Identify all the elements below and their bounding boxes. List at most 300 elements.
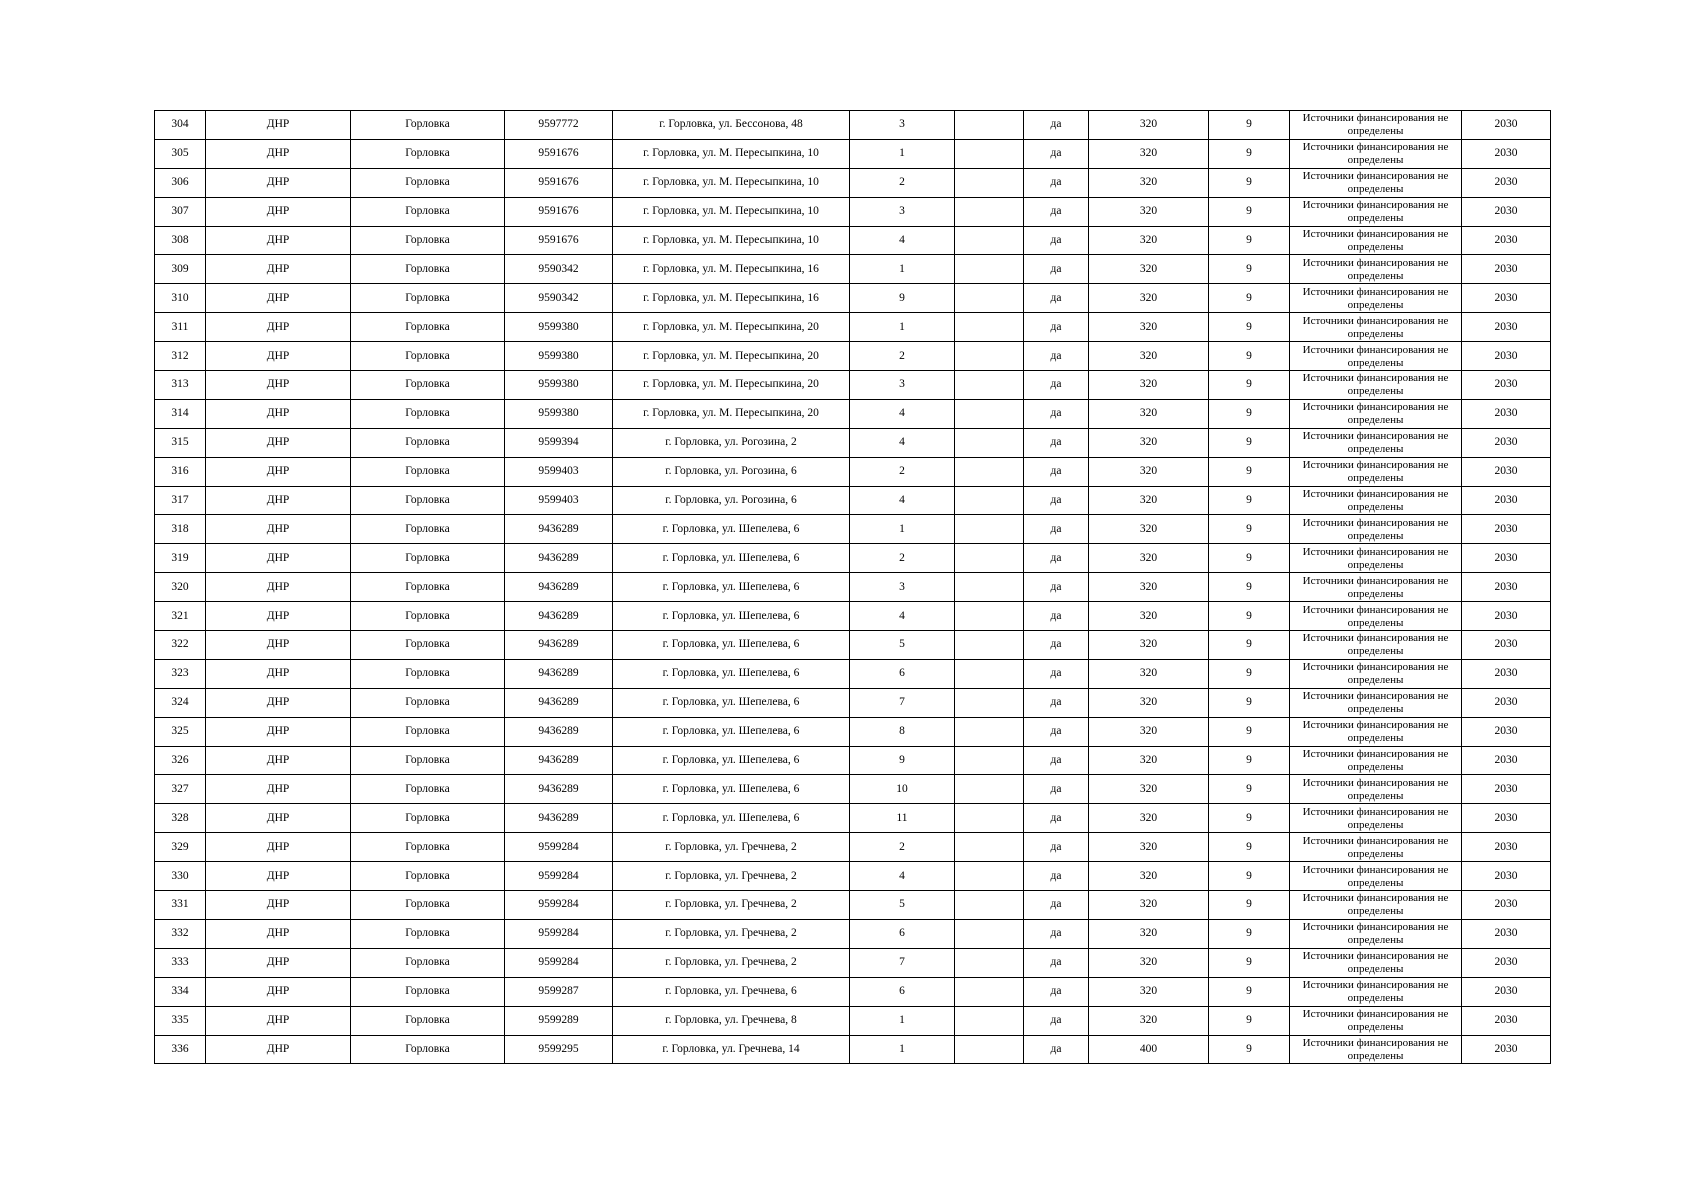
table-row bbox=[155, 602, 1551, 631]
cell-city: Горловка bbox=[351, 1035, 505, 1064]
cell-region: ДНР bbox=[206, 746, 351, 775]
table-row bbox=[155, 659, 1551, 688]
cell-object-code: 9597772 bbox=[505, 111, 613, 140]
cell-region: ДНР bbox=[206, 544, 351, 573]
cell-value: 320 bbox=[1089, 486, 1209, 515]
cell-entrance-number: 5 bbox=[850, 631, 955, 660]
cell-financing-source: Источники финансирования не определены bbox=[1290, 139, 1462, 168]
cell-empty-cell bbox=[955, 1035, 1024, 1064]
cell-object-code: 9599380 bbox=[505, 399, 613, 428]
cell-value: 320 bbox=[1089, 457, 1209, 486]
cell-city: Горловка bbox=[351, 168, 505, 197]
cell-empty-cell bbox=[955, 139, 1024, 168]
cell-row-number: 317 bbox=[155, 486, 206, 515]
cell-object-code: 9590342 bbox=[505, 284, 613, 313]
cell-city: Горловка bbox=[351, 631, 505, 660]
cell-object-code: 9599380 bbox=[505, 342, 613, 371]
cell-region: ДНР bbox=[206, 804, 351, 833]
cell-floors: 9 bbox=[1209, 313, 1290, 342]
table-row bbox=[155, 428, 1551, 457]
cell-value: 320 bbox=[1089, 833, 1209, 862]
cell-address: г. Горловка, ул. Гречнева, 14 bbox=[613, 1035, 850, 1064]
cell-financing-source: Источники финансирования не определены bbox=[1290, 919, 1462, 948]
cell-row-number: 327 bbox=[155, 775, 206, 804]
table-row bbox=[155, 631, 1551, 660]
cell-row-number: 328 bbox=[155, 804, 206, 833]
cell-entrance-number: 2 bbox=[850, 457, 955, 486]
cell-floors: 9 bbox=[1209, 862, 1290, 891]
cell-object-code: 9599289 bbox=[505, 1006, 613, 1035]
cell-object-code: 9436289 bbox=[505, 717, 613, 746]
cell-year: 2030 bbox=[1462, 948, 1551, 977]
cell-floors: 9 bbox=[1209, 775, 1290, 804]
cell-flag: да bbox=[1024, 775, 1089, 804]
cell-address: г. Горловка, ул. Бессонова, 48 bbox=[613, 111, 850, 140]
cell-floors: 9 bbox=[1209, 717, 1290, 746]
cell-financing-source: Источники финансирования не определены bbox=[1290, 631, 1462, 660]
cell-object-code: 9436289 bbox=[505, 775, 613, 804]
cell-city: Горловка bbox=[351, 342, 505, 371]
cell-city: Горловка bbox=[351, 226, 505, 255]
cell-address: г. Горловка, ул. Шепелева, 6 bbox=[613, 573, 850, 602]
cell-address: г. Горловка, ул. М. Пересыпкина, 16 bbox=[613, 284, 850, 313]
cell-floors: 9 bbox=[1209, 573, 1290, 602]
cell-city: Горловка bbox=[351, 948, 505, 977]
cell-value: 320 bbox=[1089, 688, 1209, 717]
cell-flag: да bbox=[1024, 168, 1089, 197]
cell-region: ДНР bbox=[206, 659, 351, 688]
cell-city: Горловка bbox=[351, 486, 505, 515]
cell-city: Горловка bbox=[351, 919, 505, 948]
cell-financing-source: Источники финансирования не определены bbox=[1290, 1006, 1462, 1035]
table-body bbox=[155, 111, 1551, 1064]
cell-empty-cell bbox=[955, 948, 1024, 977]
cell-value: 320 bbox=[1089, 804, 1209, 833]
cell-flag: да bbox=[1024, 977, 1089, 1006]
cell-year: 2030 bbox=[1462, 197, 1551, 226]
cell-floors: 9 bbox=[1209, 371, 1290, 400]
cell-address: г. Горловка, ул. Гречнева, 2 bbox=[613, 891, 850, 920]
cell-region: ДНР bbox=[206, 284, 351, 313]
cell-city: Горловка bbox=[351, 1006, 505, 1035]
cell-entrance-number: 10 bbox=[850, 775, 955, 804]
cell-entrance-number: 5 bbox=[850, 891, 955, 920]
cell-flag: да bbox=[1024, 948, 1089, 977]
cell-entrance-number: 2 bbox=[850, 342, 955, 371]
cell-entrance-number: 9 bbox=[850, 746, 955, 775]
cell-row-number: 331 bbox=[155, 891, 206, 920]
cell-city: Горловка bbox=[351, 544, 505, 573]
cell-row-number: 304 bbox=[155, 111, 206, 140]
cell-year: 2030 bbox=[1462, 833, 1551, 862]
cell-year: 2030 bbox=[1462, 573, 1551, 602]
cell-entrance-number: 3 bbox=[850, 197, 955, 226]
cell-value: 320 bbox=[1089, 515, 1209, 544]
cell-financing-source: Источники финансирования не определены bbox=[1290, 226, 1462, 255]
cell-year: 2030 bbox=[1462, 891, 1551, 920]
cell-entrance-number: 1 bbox=[850, 255, 955, 284]
cell-city: Горловка bbox=[351, 197, 505, 226]
cell-row-number: 305 bbox=[155, 139, 206, 168]
cell-address: г. Горловка, ул. Шепелева, 6 bbox=[613, 602, 850, 631]
cell-value: 320 bbox=[1089, 168, 1209, 197]
cell-value: 320 bbox=[1089, 399, 1209, 428]
cell-city: Горловка bbox=[351, 602, 505, 631]
cell-floors: 9 bbox=[1209, 486, 1290, 515]
cell-year: 2030 bbox=[1462, 977, 1551, 1006]
cell-object-code: 9591676 bbox=[505, 197, 613, 226]
cell-year: 2030 bbox=[1462, 111, 1551, 140]
cell-value: 320 bbox=[1089, 573, 1209, 602]
cell-year: 2030 bbox=[1462, 717, 1551, 746]
cell-year: 2030 bbox=[1462, 313, 1551, 342]
cell-financing-source: Источники финансирования не определены bbox=[1290, 746, 1462, 775]
cell-address: г. Горловка, ул. М. Пересыпкина, 16 bbox=[613, 255, 850, 284]
cell-object-code: 9436289 bbox=[505, 688, 613, 717]
cell-floors: 9 bbox=[1209, 226, 1290, 255]
cell-entrance-number: 3 bbox=[850, 111, 955, 140]
cell-value: 320 bbox=[1089, 948, 1209, 977]
cell-flag: да bbox=[1024, 919, 1089, 948]
cell-value: 320 bbox=[1089, 544, 1209, 573]
cell-floors: 9 bbox=[1209, 977, 1290, 1006]
cell-city: Горловка bbox=[351, 371, 505, 400]
cell-flag: да bbox=[1024, 342, 1089, 371]
table-row bbox=[155, 919, 1551, 948]
cell-flag: да bbox=[1024, 1006, 1089, 1035]
cell-region: ДНР bbox=[206, 197, 351, 226]
cell-address: г. Горловка, ул. М. Пересыпкина, 10 bbox=[613, 197, 850, 226]
cell-value: 320 bbox=[1089, 919, 1209, 948]
cell-floors: 9 bbox=[1209, 688, 1290, 717]
cell-year: 2030 bbox=[1462, 486, 1551, 515]
cell-entrance-number: 2 bbox=[850, 833, 955, 862]
cell-city: Горловка bbox=[351, 746, 505, 775]
cell-address: г. Горловка, ул. Рогозина, 2 bbox=[613, 428, 850, 457]
cell-address: г. Горловка, ул. Рогозина, 6 bbox=[613, 486, 850, 515]
cell-object-code: 9599403 bbox=[505, 486, 613, 515]
cell-row-number: 323 bbox=[155, 659, 206, 688]
table-row bbox=[155, 515, 1551, 544]
cell-floors: 9 bbox=[1209, 804, 1290, 833]
cell-financing-source: Источники финансирования не определены bbox=[1290, 428, 1462, 457]
cell-financing-source: Источники финансирования не определены bbox=[1290, 457, 1462, 486]
cell-financing-source: Источники финансирования не определены bbox=[1290, 399, 1462, 428]
cell-address: г. Горловка, ул. М. Пересыпкина, 10 bbox=[613, 226, 850, 255]
cell-object-code: 9599394 bbox=[505, 428, 613, 457]
cell-flag: да bbox=[1024, 515, 1089, 544]
table-row bbox=[155, 948, 1551, 977]
cell-region: ДНР bbox=[206, 342, 351, 371]
cell-value: 320 bbox=[1089, 775, 1209, 804]
cell-object-code: 9436289 bbox=[505, 746, 613, 775]
table-row bbox=[155, 544, 1551, 573]
cell-row-number: 318 bbox=[155, 515, 206, 544]
cell-address: г. Горловка, ул. М. Пересыпкина, 10 bbox=[613, 139, 850, 168]
cell-floors: 9 bbox=[1209, 1006, 1290, 1035]
cell-address: г. Горловка, ул. Шепелева, 6 bbox=[613, 688, 850, 717]
cell-financing-source: Источники финансирования не определены bbox=[1290, 284, 1462, 313]
cell-object-code: 9436289 bbox=[505, 573, 613, 602]
cell-entrance-number: 4 bbox=[850, 428, 955, 457]
cell-city: Горловка bbox=[351, 833, 505, 862]
cell-floors: 9 bbox=[1209, 255, 1290, 284]
cell-financing-source: Источники финансирования не определены bbox=[1290, 659, 1462, 688]
table-row bbox=[155, 486, 1551, 515]
cell-value: 320 bbox=[1089, 717, 1209, 746]
cell-empty-cell bbox=[955, 602, 1024, 631]
cell-year: 2030 bbox=[1462, 515, 1551, 544]
cell-year: 2030 bbox=[1462, 226, 1551, 255]
cell-value: 320 bbox=[1089, 139, 1209, 168]
cell-empty-cell bbox=[955, 226, 1024, 255]
cell-region: ДНР bbox=[206, 833, 351, 862]
cell-row-number: 329 bbox=[155, 833, 206, 862]
cell-empty-cell bbox=[955, 1006, 1024, 1035]
cell-value: 320 bbox=[1089, 1006, 1209, 1035]
cell-row-number: 314 bbox=[155, 399, 206, 428]
cell-empty-cell bbox=[955, 313, 1024, 342]
cell-row-number: 324 bbox=[155, 688, 206, 717]
cell-city: Горловка bbox=[351, 659, 505, 688]
table-row bbox=[155, 717, 1551, 746]
cell-object-code: 9599284 bbox=[505, 862, 613, 891]
cell-region: ДНР bbox=[206, 139, 351, 168]
cell-empty-cell bbox=[955, 659, 1024, 688]
cell-city: Горловка bbox=[351, 284, 505, 313]
cell-floors: 9 bbox=[1209, 891, 1290, 920]
cell-flag: да bbox=[1024, 631, 1089, 660]
cell-row-number: 307 bbox=[155, 197, 206, 226]
cell-flag: да bbox=[1024, 486, 1089, 515]
cell-value: 320 bbox=[1089, 371, 1209, 400]
cell-city: Горловка bbox=[351, 111, 505, 140]
cell-empty-cell bbox=[955, 804, 1024, 833]
cell-object-code: 9436289 bbox=[505, 515, 613, 544]
cell-object-code: 9599295 bbox=[505, 1035, 613, 1064]
cell-object-code: 9599284 bbox=[505, 948, 613, 977]
cell-value: 320 bbox=[1089, 255, 1209, 284]
cell-empty-cell bbox=[955, 977, 1024, 1006]
cell-value: 320 bbox=[1089, 284, 1209, 313]
cell-financing-source: Источники финансирования не определены bbox=[1290, 573, 1462, 602]
cell-entrance-number: 4 bbox=[850, 399, 955, 428]
cell-row-number: 335 bbox=[155, 1006, 206, 1035]
cell-financing-source: Источники финансирования не определены bbox=[1290, 1035, 1462, 1064]
table-row bbox=[155, 371, 1551, 400]
cell-financing-source: Источники финансирования не определены bbox=[1290, 688, 1462, 717]
cell-floors: 9 bbox=[1209, 544, 1290, 573]
cell-object-code: 9599403 bbox=[505, 457, 613, 486]
cell-financing-source: Источники финансирования не определены bbox=[1290, 255, 1462, 284]
cell-year: 2030 bbox=[1462, 544, 1551, 573]
cell-region: ДНР bbox=[206, 255, 351, 284]
cell-empty-cell bbox=[955, 457, 1024, 486]
cell-empty-cell bbox=[955, 833, 1024, 862]
cell-year: 2030 bbox=[1462, 168, 1551, 197]
cell-city: Горловка bbox=[351, 313, 505, 342]
cell-flag: да bbox=[1024, 804, 1089, 833]
cell-row-number: 308 bbox=[155, 226, 206, 255]
cell-empty-cell bbox=[955, 746, 1024, 775]
cell-flag: да bbox=[1024, 313, 1089, 342]
cell-object-code: 9599284 bbox=[505, 833, 613, 862]
table-row bbox=[155, 804, 1551, 833]
cell-region: ДНР bbox=[206, 891, 351, 920]
cell-floors: 9 bbox=[1209, 139, 1290, 168]
cell-value: 320 bbox=[1089, 891, 1209, 920]
cell-financing-source: Источники финансирования не определены bbox=[1290, 371, 1462, 400]
cell-row-number: 309 bbox=[155, 255, 206, 284]
cell-empty-cell bbox=[955, 284, 1024, 313]
table-row bbox=[155, 226, 1551, 255]
table-row bbox=[155, 342, 1551, 371]
cell-financing-source: Источники финансирования не определены bbox=[1290, 775, 1462, 804]
cell-row-number: 333 bbox=[155, 948, 206, 977]
cell-floors: 9 bbox=[1209, 428, 1290, 457]
cell-value: 400 bbox=[1089, 1035, 1209, 1064]
cell-region: ДНР bbox=[206, 775, 351, 804]
cell-financing-source: Источники финансирования не определены bbox=[1290, 862, 1462, 891]
cell-object-code: 9591676 bbox=[505, 168, 613, 197]
cell-address: г. Горловка, ул. М. Пересыпкина, 20 bbox=[613, 399, 850, 428]
cell-entrance-number: 1 bbox=[850, 515, 955, 544]
cell-empty-cell bbox=[955, 168, 1024, 197]
cell-flag: да bbox=[1024, 457, 1089, 486]
cell-row-number: 315 bbox=[155, 428, 206, 457]
cell-empty-cell bbox=[955, 255, 1024, 284]
cell-financing-source: Источники финансирования не определены bbox=[1290, 313, 1462, 342]
cell-row-number: 311 bbox=[155, 313, 206, 342]
cell-financing-source: Источники финансирования не определены bbox=[1290, 515, 1462, 544]
cell-year: 2030 bbox=[1462, 602, 1551, 631]
cell-year: 2030 bbox=[1462, 139, 1551, 168]
cell-value: 320 bbox=[1089, 602, 1209, 631]
cell-year: 2030 bbox=[1462, 659, 1551, 688]
cell-city: Горловка bbox=[351, 688, 505, 717]
cell-floors: 9 bbox=[1209, 833, 1290, 862]
cell-empty-cell bbox=[955, 688, 1024, 717]
cell-floors: 9 bbox=[1209, 919, 1290, 948]
cell-address: г. Горловка, ул. М. Пересыпкина, 10 bbox=[613, 168, 850, 197]
table-row bbox=[155, 111, 1551, 140]
cell-year: 2030 bbox=[1462, 399, 1551, 428]
cell-flag: да bbox=[1024, 833, 1089, 862]
cell-city: Горловка bbox=[351, 717, 505, 746]
cell-region: ДНР bbox=[206, 1006, 351, 1035]
cell-empty-cell bbox=[955, 573, 1024, 602]
cell-city: Горловка bbox=[351, 428, 505, 457]
cell-address: г. Горловка, ул. Шепелева, 6 bbox=[613, 515, 850, 544]
cell-flag: да bbox=[1024, 111, 1089, 140]
cell-flag: да bbox=[1024, 688, 1089, 717]
cell-row-number: 334 bbox=[155, 977, 206, 1006]
cell-flag: да bbox=[1024, 284, 1089, 313]
cell-year: 2030 bbox=[1462, 428, 1551, 457]
cell-value: 320 bbox=[1089, 977, 1209, 1006]
cell-flag: да bbox=[1024, 862, 1089, 891]
table-row bbox=[155, 399, 1551, 428]
cell-year: 2030 bbox=[1462, 1006, 1551, 1035]
cell-value: 320 bbox=[1089, 659, 1209, 688]
table-row bbox=[155, 168, 1551, 197]
cell-flag: да bbox=[1024, 544, 1089, 573]
cell-empty-cell bbox=[955, 891, 1024, 920]
data-table bbox=[154, 110, 1551, 1064]
cell-year: 2030 bbox=[1462, 775, 1551, 804]
cell-region: ДНР bbox=[206, 919, 351, 948]
cell-row-number: 322 bbox=[155, 631, 206, 660]
cell-entrance-number: 4 bbox=[850, 486, 955, 515]
cell-region: ДНР bbox=[206, 168, 351, 197]
cell-financing-source: Источники финансирования не определены bbox=[1290, 168, 1462, 197]
cell-flag: да bbox=[1024, 139, 1089, 168]
cell-row-number: 321 bbox=[155, 602, 206, 631]
cell-value: 320 bbox=[1089, 342, 1209, 371]
cell-address: г. Горловка, ул. Рогозина, 6 bbox=[613, 457, 850, 486]
cell-entrance-number: 7 bbox=[850, 948, 955, 977]
cell-entrance-number: 2 bbox=[850, 168, 955, 197]
cell-financing-source: Источники финансирования не определены bbox=[1290, 717, 1462, 746]
cell-floors: 9 bbox=[1209, 602, 1290, 631]
cell-object-code: 9590342 bbox=[505, 255, 613, 284]
cell-address: г. Горловка, ул. Гречнева, 2 bbox=[613, 919, 850, 948]
cell-region: ДНР bbox=[206, 688, 351, 717]
cell-financing-source: Источники финансирования не определены bbox=[1290, 891, 1462, 920]
cell-region: ДНР bbox=[206, 313, 351, 342]
cell-floors: 9 bbox=[1209, 659, 1290, 688]
cell-entrance-number: 4 bbox=[850, 602, 955, 631]
cell-flag: да bbox=[1024, 573, 1089, 602]
cell-empty-cell bbox=[955, 717, 1024, 746]
cell-city: Горловка bbox=[351, 775, 505, 804]
cell-row-number: 316 bbox=[155, 457, 206, 486]
cell-year: 2030 bbox=[1462, 1035, 1551, 1064]
cell-city: Горловка bbox=[351, 573, 505, 602]
cell-empty-cell bbox=[955, 486, 1024, 515]
cell-floors: 9 bbox=[1209, 1035, 1290, 1064]
table-row bbox=[155, 139, 1551, 168]
cell-floors: 9 bbox=[1209, 457, 1290, 486]
cell-floors: 9 bbox=[1209, 284, 1290, 313]
cell-region: ДНР bbox=[206, 717, 351, 746]
cell-object-code: 9599380 bbox=[505, 313, 613, 342]
cell-entrance-number: 3 bbox=[850, 371, 955, 400]
cell-region: ДНР bbox=[206, 602, 351, 631]
cell-entrance-number: 2 bbox=[850, 544, 955, 573]
cell-financing-source: Источники финансирования не определены bbox=[1290, 977, 1462, 1006]
cell-floors: 9 bbox=[1209, 515, 1290, 544]
cell-entrance-number: 4 bbox=[850, 226, 955, 255]
cell-object-code: 9436289 bbox=[505, 659, 613, 688]
cell-city: Горловка bbox=[351, 139, 505, 168]
table-row bbox=[155, 1006, 1551, 1035]
cell-region: ДНР bbox=[206, 226, 351, 255]
cell-address: г. Горловка, ул. Шепелева, 6 bbox=[613, 746, 850, 775]
cell-row-number: 320 bbox=[155, 573, 206, 602]
cell-empty-cell bbox=[955, 111, 1024, 140]
table-row bbox=[155, 746, 1551, 775]
table-row bbox=[155, 833, 1551, 862]
cell-entrance-number: 6 bbox=[850, 919, 955, 948]
cell-value: 320 bbox=[1089, 226, 1209, 255]
cell-address: г. Горловка, ул. Гречнева, 8 bbox=[613, 1006, 850, 1035]
cell-city: Горловка bbox=[351, 457, 505, 486]
cell-year: 2030 bbox=[1462, 688, 1551, 717]
cell-object-code: 9436289 bbox=[505, 544, 613, 573]
table-row bbox=[155, 457, 1551, 486]
cell-financing-source: Источники финансирования не определены bbox=[1290, 833, 1462, 862]
